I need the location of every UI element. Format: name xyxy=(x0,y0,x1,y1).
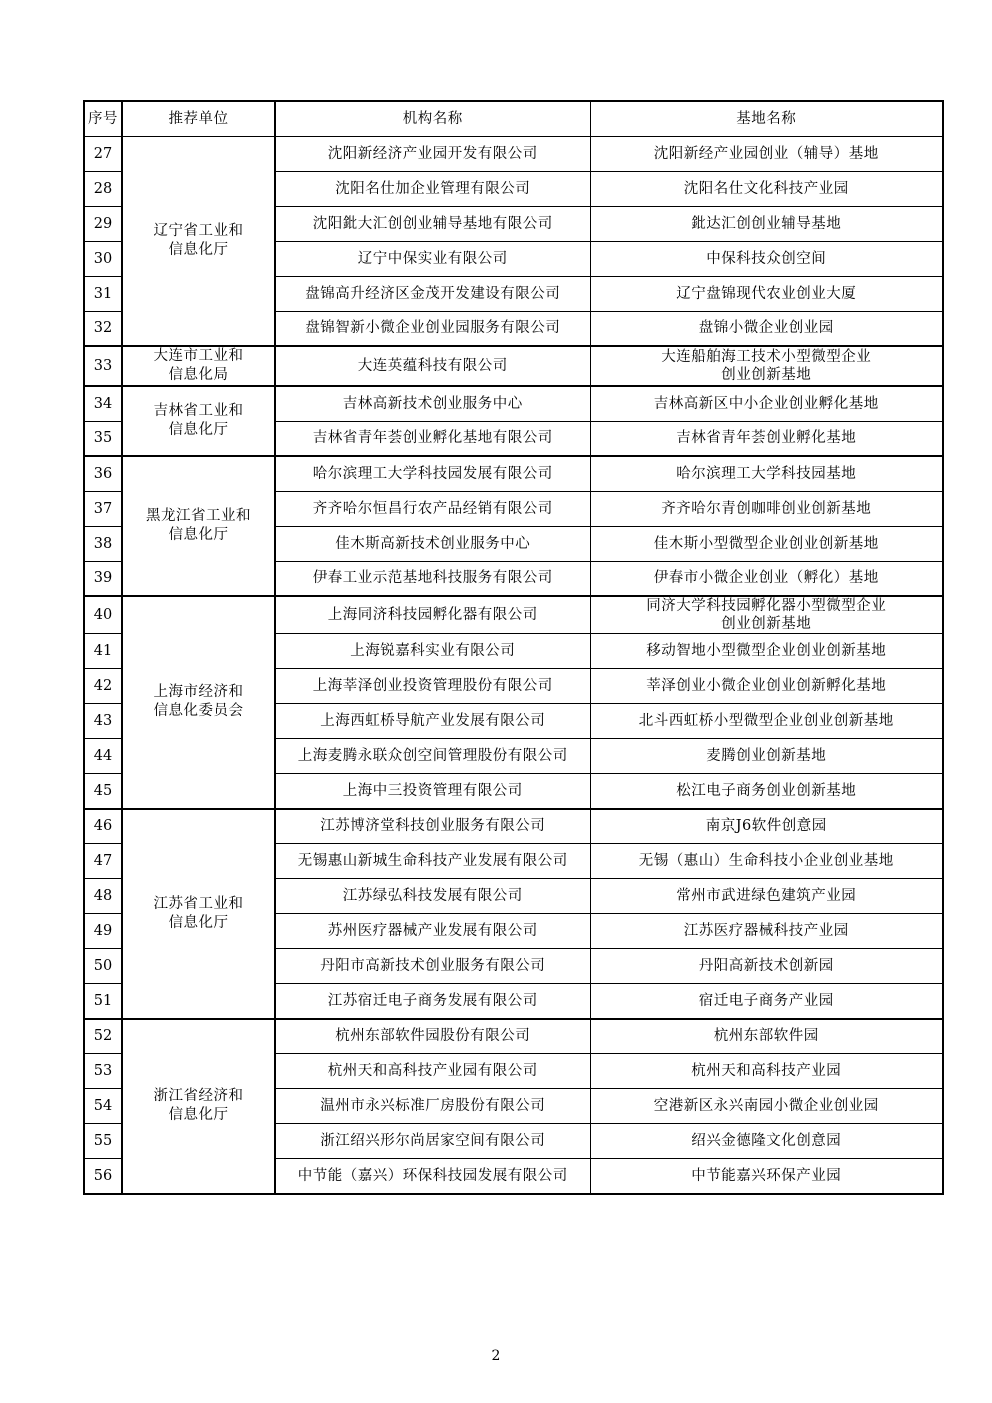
base-name-cell xyxy=(590,561,943,596)
recommending-unit-line: 浙江省经济和 xyxy=(153,1088,244,1104)
row-seq: 53 xyxy=(84,1054,122,1089)
organization-name: 江苏博济堂科技创业服务有限公司 xyxy=(275,809,590,844)
recommending-unit-cell xyxy=(122,596,275,809)
base-name-line: 吉林省青年荟创业孵化基地 xyxy=(676,430,857,447)
base-name-line: 伊春市小微企业创业（孵化）基地 xyxy=(653,570,879,587)
table-header-row xyxy=(84,101,943,136)
table-row xyxy=(84,386,943,421)
recommending-unit-cell xyxy=(122,346,275,386)
base-name-line: 创业创新基地 xyxy=(721,616,812,632)
base-name-cell xyxy=(590,596,943,634)
base-name-cell xyxy=(590,914,943,949)
organization-name: 沈阳新经济产业园开发有限公司 xyxy=(275,136,590,171)
organization-name: 上海锐嘉科实业有限公司 xyxy=(275,634,590,669)
base-name-line: 沈阳名仕文化科技产业园 xyxy=(683,180,849,197)
organization-name: 伊春工业示范基地科技服务有限公司 xyxy=(275,561,590,596)
header-base-name: 基地名称 xyxy=(590,101,943,136)
row-seq: 32 xyxy=(84,311,122,346)
base-name-line: 中节能嘉兴环保产业园 xyxy=(691,1167,842,1184)
base-name-line: 齐齐哈尔青创咖啡创业创新基地 xyxy=(661,500,872,517)
base-name-line: 鈚达汇创创业辅导基地 xyxy=(691,215,842,232)
organization-name: 杭州天和高科技产业园有限公司 xyxy=(275,1054,590,1089)
base-name-cell xyxy=(590,241,943,276)
recommending-unit-line: 黑龙江省工业和 xyxy=(146,508,251,524)
recommending-unit-line: 信息化厅 xyxy=(168,241,229,258)
base-name-line: 北斗西虹桥小型微型企业创业创新基地 xyxy=(638,713,894,729)
base-name-line: 辽宁盘锦现代农业创业大厦 xyxy=(676,285,857,302)
organization-name: 齐齐哈尔恒昌行农产品经销有限公司 xyxy=(275,491,590,526)
base-name-cell xyxy=(590,809,943,844)
header-recommending-unit: 推荐单位 xyxy=(122,101,275,136)
recommending-unit-line: 信息化厅 xyxy=(168,1107,229,1123)
base-name-line: 中保科技众创空间 xyxy=(706,250,827,267)
base-name-line: 盘锦小微企业创业园 xyxy=(698,320,834,337)
organization-name: 大连英蕴科技有限公司 xyxy=(275,346,590,386)
header-seq: 序号 xyxy=(84,101,122,136)
row-seq: 30 xyxy=(84,241,122,276)
row-seq: 42 xyxy=(84,669,122,704)
base-name-line: 杭州天和高科技产业园 xyxy=(691,1063,842,1079)
recommending-unit-line: 上海市经济和 xyxy=(153,684,244,701)
base-name-cell xyxy=(590,491,943,526)
base-name-line: 空港新区永兴南园小微企业创业园 xyxy=(653,1098,879,1114)
base-name-cell xyxy=(590,1089,943,1124)
recommending-unit-line: 信息化厅 xyxy=(168,527,229,543)
row-seq: 49 xyxy=(84,914,122,949)
organization-name: 浙江绍兴形尔尚居家空间有限公司 xyxy=(275,1124,590,1159)
recommending-unit-line: 江苏省工业和 xyxy=(153,895,244,912)
recommending-unit-line: 大连市工业和 xyxy=(153,348,244,364)
base-name-line: 哈尔滨理工大学科技园基地 xyxy=(676,465,857,482)
base-name-cell xyxy=(590,1019,943,1054)
base-name-cell xyxy=(590,171,943,206)
organization-name: 盘锦智新小微企业创业园服务有限公司 xyxy=(275,311,590,346)
base-name-line: 沈阳新经产业园创业（辅导）基地 xyxy=(653,145,879,162)
base-name-line: 移动智地小型微型企业创业创新基地 xyxy=(646,643,887,659)
base-name-line: 大连船舶海工技术小型微型企业 xyxy=(661,349,872,365)
recommending-unit-cell xyxy=(122,456,275,596)
organization-name: 上海麦腾永联众创空间管理股份有限公司 xyxy=(275,739,590,774)
base-name-line: 丹阳高新技术创新园 xyxy=(698,958,834,974)
row-seq: 31 xyxy=(84,276,122,311)
base-name-cell xyxy=(590,276,943,311)
row-seq: 33 xyxy=(84,346,122,386)
organization-name: 上海同济科技园孵化器有限公司 xyxy=(275,596,590,634)
base-name-cell xyxy=(590,421,943,456)
recommending-unit-cell xyxy=(122,1019,275,1194)
base-name-line: 杭州东部软件园 xyxy=(713,1028,819,1045)
organization-name: 沈阳名仕加企业管理有限公司 xyxy=(275,171,590,206)
base-name-line: 常州市武进绿色建筑产业园 xyxy=(676,888,857,904)
organization-name: 上海西虹桥导航产业发展有限公司 xyxy=(275,704,590,739)
recommending-unit-line: 信息化厅 xyxy=(168,422,229,438)
base-name-line: 宿迁电子商务产业园 xyxy=(698,992,834,1009)
row-seq: 50 xyxy=(84,949,122,984)
organization-name: 沈阳鈚大汇创创业辅导基地有限公司 xyxy=(275,206,590,241)
base-name-cell xyxy=(590,1124,943,1159)
base-name-cell xyxy=(590,526,943,561)
base-name-line: 南京J6软件创意园 xyxy=(705,818,827,835)
recommending-unit-line: 吉林省工业和 xyxy=(153,403,244,419)
row-seq: 39 xyxy=(84,561,122,596)
base-name-cell xyxy=(590,386,943,421)
base-name-line: 松江电子商务创业创新基地 xyxy=(676,782,857,799)
organization-name: 杭州东部软件园股份有限公司 xyxy=(275,1019,590,1054)
base-name-line: 创业创新基地 xyxy=(721,367,812,383)
base-name-line: 无锡（惠山）生命科技小企业创业基地 xyxy=(638,853,894,869)
organization-name: 哈尔滨理工大学科技园发展有限公司 xyxy=(275,456,590,491)
base-name-line: 同济大学科技园孵化器小型微型企业 xyxy=(646,598,887,614)
row-seq: 36 xyxy=(84,456,122,491)
organization-name: 上海莘泽创业投资管理股份有限公司 xyxy=(275,669,590,704)
table-row xyxy=(84,346,943,386)
organization-name: 江苏绿弘科技发展有限公司 xyxy=(275,879,590,914)
enterprise-base-table xyxy=(83,100,944,1195)
row-seq: 46 xyxy=(84,809,122,844)
page-number: 2 xyxy=(491,1348,501,1364)
recommending-unit-line: 信息化委员会 xyxy=(153,703,244,720)
row-seq: 41 xyxy=(84,634,122,669)
table-row xyxy=(84,456,943,491)
recommending-unit-cell xyxy=(122,136,275,346)
row-seq: 45 xyxy=(84,774,122,809)
base-name-line: 佳木斯小型微型企业创业创新基地 xyxy=(653,535,879,552)
row-seq: 37 xyxy=(84,491,122,526)
organization-name: 温州市永兴标准厂房股份有限公司 xyxy=(275,1089,590,1124)
base-name-cell xyxy=(590,206,943,241)
table-row xyxy=(84,1019,943,1054)
recommending-unit-cell xyxy=(122,809,275,1019)
organization-name: 江苏宿迁电子商务发展有限公司 xyxy=(275,984,590,1019)
table-row xyxy=(84,809,943,844)
base-name-line: 江苏医疗器械科技产业园 xyxy=(683,923,849,939)
base-name-cell xyxy=(590,704,943,739)
row-seq: 56 xyxy=(84,1159,122,1194)
organization-name: 辽宁中保实业有限公司 xyxy=(275,241,590,276)
base-name-line: 绍兴金德隆文化创意园 xyxy=(691,1133,842,1149)
base-name-cell xyxy=(590,456,943,491)
row-seq: 28 xyxy=(84,171,122,206)
row-seq: 43 xyxy=(84,704,122,739)
row-seq: 51 xyxy=(84,984,122,1019)
base-name-cell xyxy=(590,739,943,774)
base-name-line: 吉林高新区中小企业创业孵化基地 xyxy=(653,395,879,412)
row-seq: 52 xyxy=(84,1019,122,1054)
recommending-unit-line: 信息化局 xyxy=(168,367,229,383)
row-seq: 48 xyxy=(84,879,122,914)
base-name-cell xyxy=(590,1054,943,1089)
organization-name: 上海中三投资管理有限公司 xyxy=(275,774,590,809)
organization-name: 盘锦高升经济区金茂开发建设有限公司 xyxy=(275,276,590,311)
base-name-cell xyxy=(590,311,943,346)
base-name-cell xyxy=(590,949,943,984)
base-name-cell xyxy=(590,879,943,914)
organization-name: 吉林高新技术创业服务中心 xyxy=(275,386,590,421)
row-seq: 29 xyxy=(84,206,122,241)
organization-name: 佳木斯高新技术创业服务中心 xyxy=(275,526,590,561)
base-name-cell xyxy=(590,774,943,809)
header-organization-name: 机构名称 xyxy=(275,101,590,136)
base-name-cell xyxy=(590,1159,943,1194)
base-name-line: 麦腾创业创新基地 xyxy=(706,748,827,764)
row-seq: 40 xyxy=(84,596,122,634)
row-seq: 44 xyxy=(84,739,122,774)
recommending-unit-line: 信息化厅 xyxy=(168,914,229,931)
recommending-unit-line: 辽宁省工业和 xyxy=(153,222,244,239)
base-name-cell xyxy=(590,844,943,879)
table-body xyxy=(84,136,943,1194)
row-seq: 47 xyxy=(84,844,122,879)
row-seq: 38 xyxy=(84,526,122,561)
base-name-cell xyxy=(590,136,943,171)
base-name-line: 莘泽创业小微企业创业创新孵化基地 xyxy=(646,678,887,694)
base-name-cell xyxy=(590,984,943,1019)
table-row xyxy=(84,596,943,634)
base-name-cell xyxy=(590,669,943,704)
table-row xyxy=(84,136,943,171)
organization-name: 苏州医疗器械产业发展有限公司 xyxy=(275,914,590,949)
organization-name: 中节能（嘉兴）环保科技园发展有限公司 xyxy=(275,1159,590,1194)
organization-name: 无锡惠山新城生命科技产业发展有限公司 xyxy=(275,844,590,879)
row-seq: 55 xyxy=(84,1124,122,1159)
organization-name: 丹阳市高新技术创业服务有限公司 xyxy=(275,949,590,984)
base-name-cell xyxy=(590,346,943,386)
row-seq: 34 xyxy=(84,386,122,421)
recommending-unit-cell xyxy=(122,386,275,456)
organization-name: 吉林省青年荟创业孵化基地有限公司 xyxy=(275,421,590,456)
row-seq: 54 xyxy=(84,1089,122,1124)
base-name-cell xyxy=(590,634,943,669)
row-seq: 27 xyxy=(84,136,122,171)
row-seq: 35 xyxy=(84,421,122,456)
